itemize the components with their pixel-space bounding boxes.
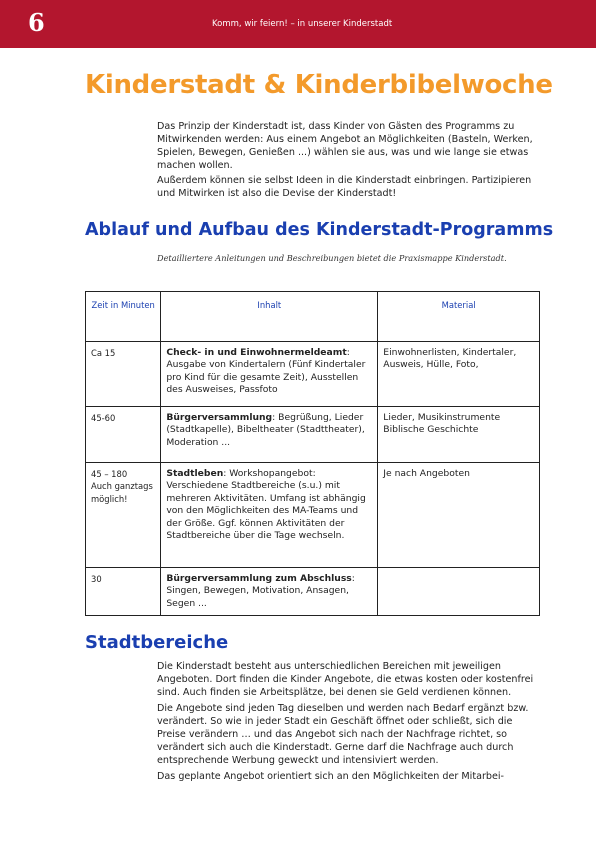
program-table xyxy=(85,291,540,616)
time-cell xyxy=(86,568,161,616)
intro-paragraph: Das Prinzip der Kinderstadt ist, dass Kinder von Gästen des Programms zu Mitwirkenden werden: Aus einem Angebot an Möglichkeiten (Basteln, Werken, Spielen, Bewegen, Genießen ...) wählen sie aus, was und wie lange sie etwas machen wollen. xyxy=(157,121,533,171)
time-value: 45-60 xyxy=(91,413,116,423)
table-row xyxy=(86,568,540,616)
content-title: Check- in und Einwohnermeldeamt xyxy=(166,347,347,358)
intro-text xyxy=(157,120,541,202)
page-title: Kinderstadt & Kinderbibelwoche xyxy=(85,70,553,100)
content-title: Stadtleben xyxy=(166,468,224,479)
time-value: 45 – 180 xyxy=(91,469,128,479)
column-header-content: Inhalt xyxy=(161,292,378,342)
material-cell: Einwohnerlisten, Kindertaler, Ausweis, Hülle, Foto, xyxy=(378,342,540,407)
body-paragraph: Die Kinderstadt besteht aus unterschiedlichen Bereichen mit jeweiligen Angeboten. Dort finden die Kinder Angebote, die etwas kosten oder kostenfrei sind. Auch finden sie Arbeitsplätze, bei denen sie Geld verdienen können. xyxy=(157,661,534,698)
content-text: : Singen, Bewegen, Motivation, Ansagen, Segen ... xyxy=(166,573,355,609)
stadtbereiche-text xyxy=(157,660,543,786)
table-header-row xyxy=(86,292,540,342)
table-row xyxy=(86,463,540,568)
running-title: Komm, wir feiern! – in unserer Kinderstadt xyxy=(212,19,393,29)
content-text: : Ausgabe von Kindertalern (Fünf Kindertaler pro Kind für die gesamte Zeit), Ausstellen des Ausweises, Passfoto xyxy=(166,347,366,396)
content-cell xyxy=(161,568,378,616)
column-header-material: Material xyxy=(378,292,540,342)
column-header-time: Zeit in Minuten xyxy=(86,292,161,342)
time-value: Ca 15 xyxy=(91,348,116,358)
content-cell xyxy=(161,342,378,407)
time-note: Auch ganztags möglich! xyxy=(91,481,153,504)
material-cell: Je nach Angeboten xyxy=(378,463,540,568)
content-text: : Begrüßung, Lieder (Stadtkapelle), Bibeltheater (Stadttheater), Moderation ... xyxy=(166,412,365,448)
content-title: Bürgerversammlung xyxy=(166,412,273,423)
time-cell xyxy=(86,342,161,407)
section-heading-programm: Ablauf und Aufbau des Kinderstadt-Programms xyxy=(85,220,554,240)
material-cell: Lieder, Musikinstrumente Biblische Geschichte xyxy=(378,407,540,463)
section-note: Detailliertere Anleitungen und Beschreibungen bietet die Praxismappe Kinderstadt. xyxy=(157,253,507,263)
time-cell xyxy=(86,407,161,463)
content-cell xyxy=(161,407,378,463)
time-cell xyxy=(86,463,161,568)
page-number: 6 xyxy=(28,8,45,37)
time-value: 30 xyxy=(91,574,102,584)
content-cell xyxy=(161,463,378,568)
content-text: : Workshopangebot: Verschiedene Stadtbereiche (s.u.) mit mehreren Aktivitäten. Umfang ist abhängig von den Möglichkeiten des MA-Teams und der Größe. Ggf. können Aktivitäten der Stadtbereiche über die Tage wechseln. xyxy=(166,468,366,542)
content-title: Bürgerversammlung zum Abschluss xyxy=(166,573,352,584)
header-bar xyxy=(0,0,596,48)
body-paragraph: Die Angebote sind jeden Tag dieselben und werden nach Bedarf ergänzt bzw. verändert. So wie in jeder Stadt ein Geschäft öffnet oder schließt, sich die Preise verändern … und das Angebot sich nach der Nachfrage richtet, so verändert sich auch die Kinderstadt. Gerne darf die Nachfrage auch durch entsprechende Werbung geweckt und intensiviert werden. xyxy=(157,703,529,766)
section-heading-stadtbereiche: Stadtbereiche xyxy=(85,632,229,653)
intro-paragraph: Außerdem können sie selbst Ideen in die Kinderstadt einbringen. Partizipieren und Mitwirken ist also die Devise der Kinderstadt! xyxy=(157,175,532,199)
table-row xyxy=(86,407,540,463)
body-paragraph: Das geplante Angebot orientiert sich an den Möglichkeiten der Mitarbei- xyxy=(157,771,505,782)
table-row xyxy=(86,342,540,407)
material-cell xyxy=(378,568,540,616)
